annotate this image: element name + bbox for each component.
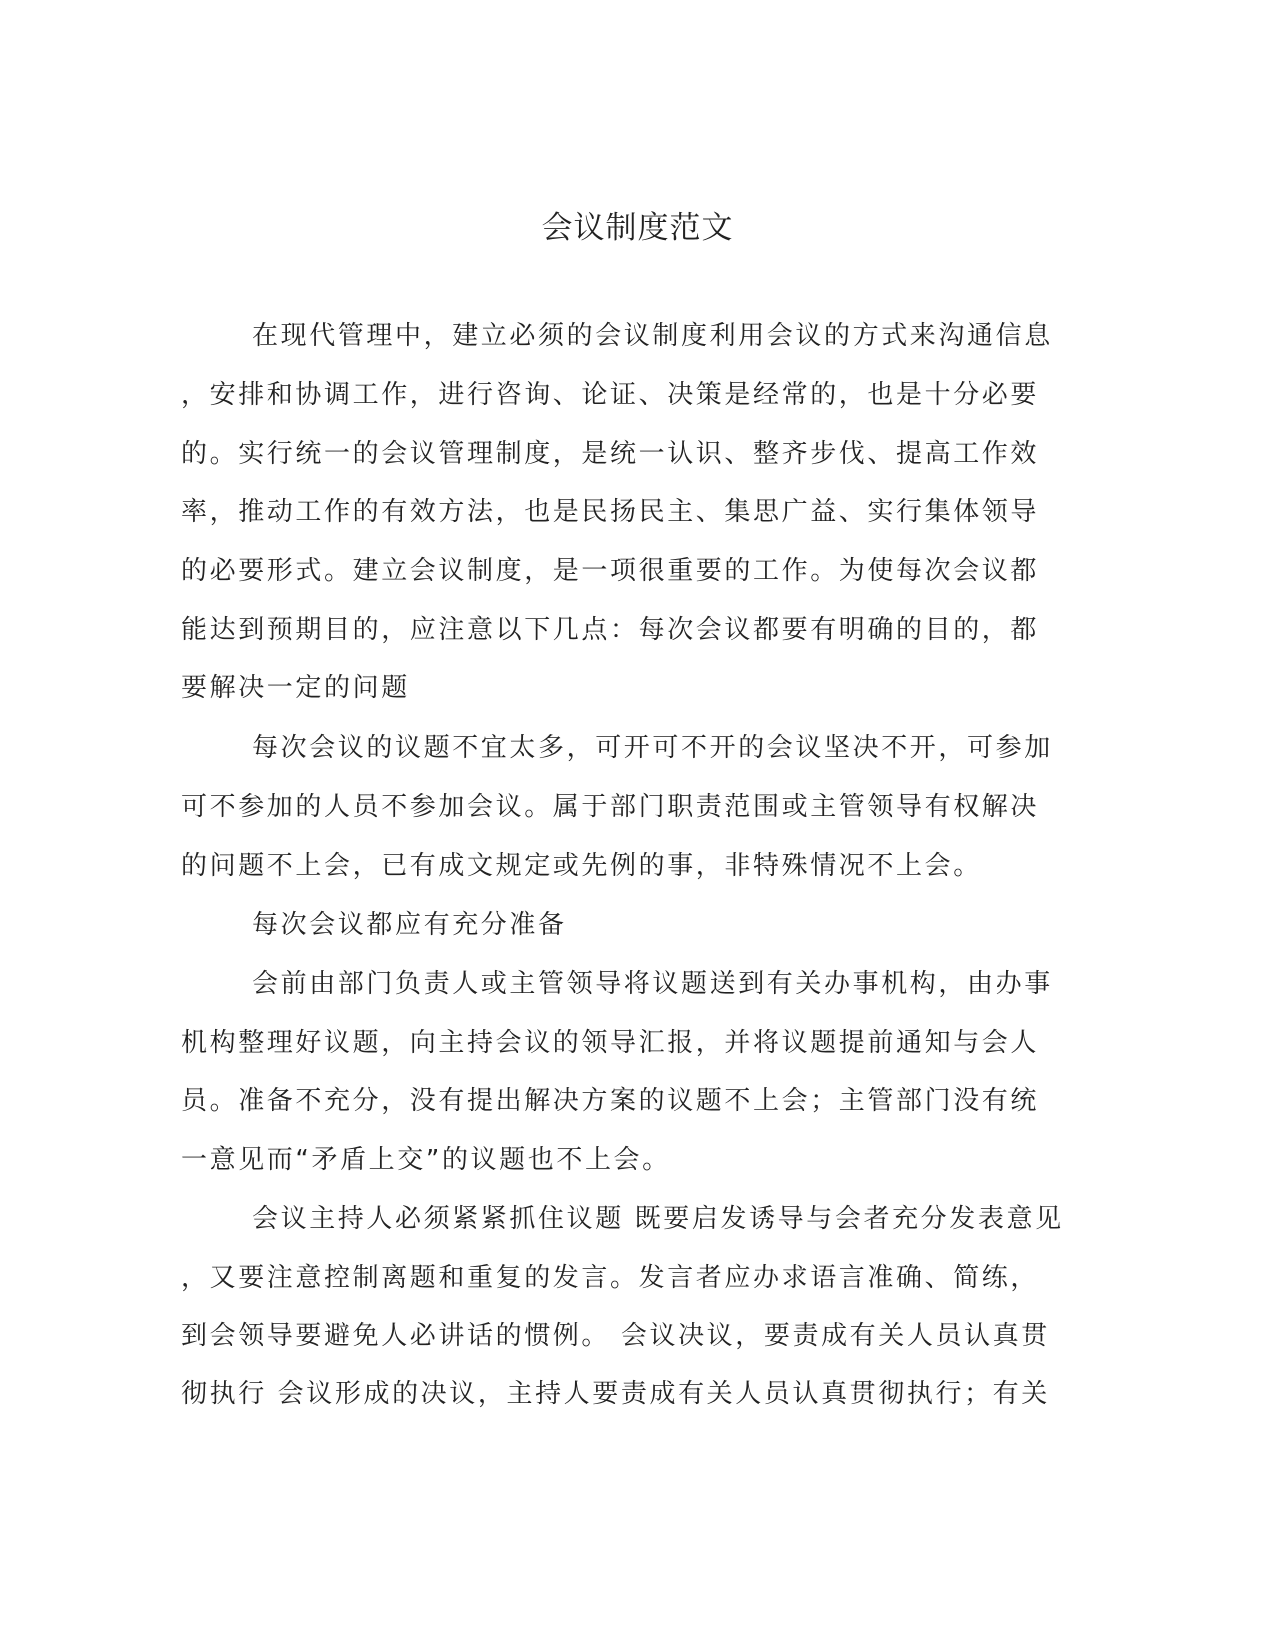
text-line: 会前由部门负责人或主管领导将议题送到有关办事机构，由办事 [252,969,1053,999]
text-line: 要解决一定的问题 [181,673,410,703]
text-line: 率，推动工作的有效方法，也是民扬民主、集思广益、实行集体领导 [181,497,1040,527]
text-line: 的。实行统一的会议管理制度，是统一认识、整齐步伐、提高工作效 [181,439,1040,469]
text-line: ，又要注意控制离题和重复的发言。发言者应办求语言准确、简练， [181,1263,1040,1293]
text-line: 每次会议的议题不宜太多，可开可不开的会议坚决不开，可参加 [252,733,1053,763]
text-line: ，安排和协调工作，进行咨询、论证、决策是经常的，也是十分必要 [181,380,1040,410]
text-line: 能达到预期目的，应注意以下几点：每次会议都要有明确的目的，都 [181,615,1040,645]
text-line: 的问题不上会，已有成文规定或先例的事，非特殊情况不上会。 [181,851,982,881]
text-line: 机构整理好议题，向主持会议的领导汇报，并将议题提前通知与会人 [181,1028,1040,1058]
text-line: 在现代管理中，建立必须的会议制度利用会议的方式来沟通信息 [252,321,1053,351]
text-line: 可不参加的人员不参加会议。属于部门职责范围或主管领导有权解决 [181,792,1040,822]
text-line: 每次会议都应有充分准备 [252,910,567,940]
text-line: 到会领导要避免人必讲话的惯例。 会议决议，要责成有关人员认真贯 [181,1321,1050,1351]
text-line: 员。准备不充分，没有提出解决方案的议题不上会；主管部门没有统 [181,1086,1040,1116]
text-line: 一意见而“矛盾上交”的议题也不上会。 [181,1145,671,1175]
document-title: 会议制度范文 [541,210,734,246]
text-line: 彻执行 会议形成的决议，主持人要责成有关人员认真贯彻执行；有关 [181,1379,1050,1409]
text-line: 的必要形式。建立会议制度，是一项很重要的工作。为使每次会议都 [181,556,1040,586]
text-line: 会议主持人必须紧紧抓住议题 既要启发诱导与会者充分发表意见 [252,1204,1064,1234]
